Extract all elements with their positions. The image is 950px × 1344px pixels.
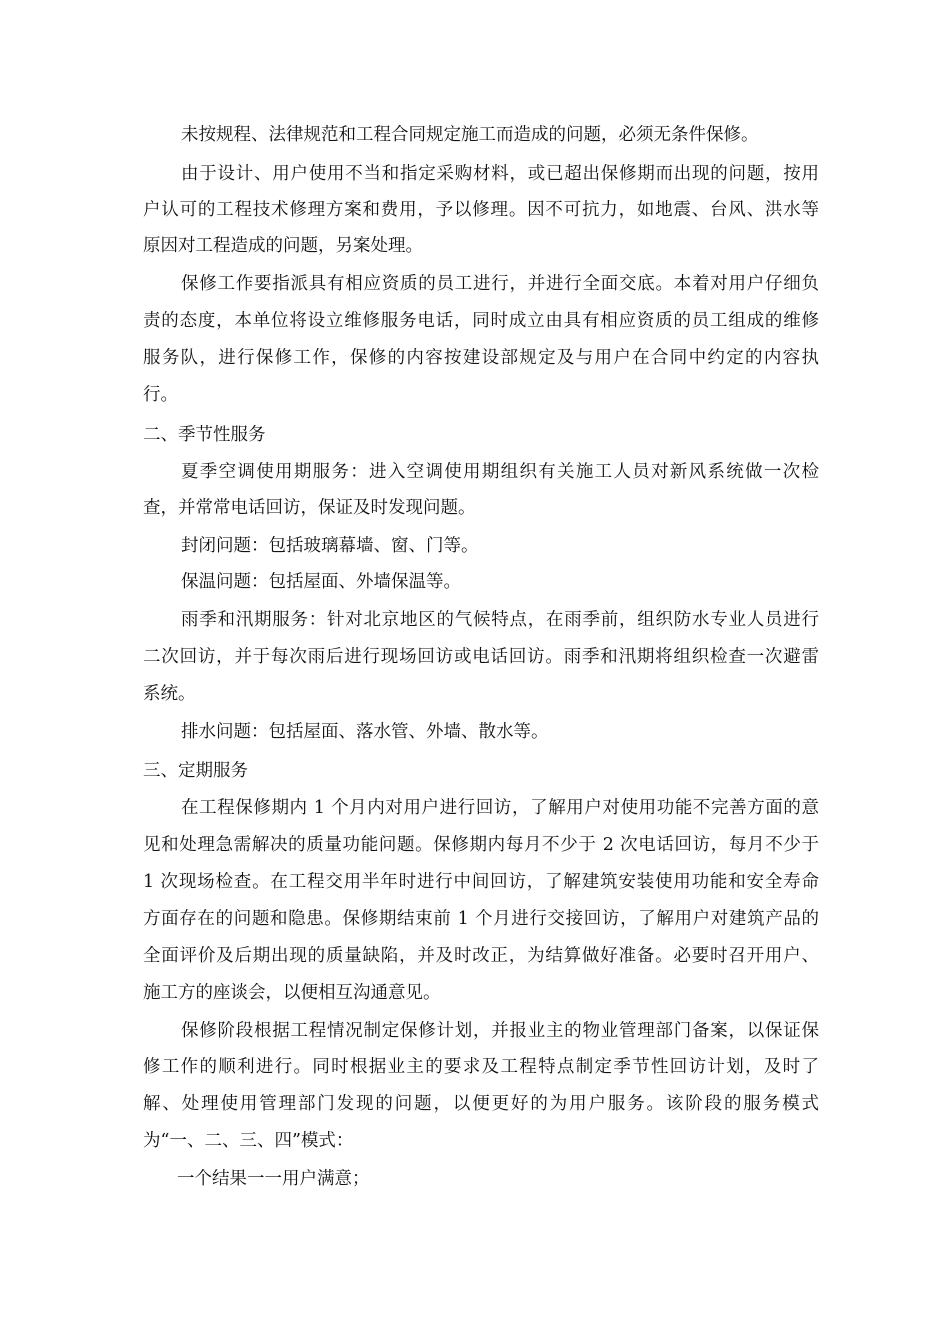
paragraph-line: 查，并常常电话回访，保证及时发现问题。 [143, 498, 476, 518]
paragraph-line: 行。 [143, 385, 178, 405]
paragraph-line: 解、处理使用管理部门发现的问题，以便更好的为用户服务。该阶段的服务模式 [143, 1094, 819, 1114]
paragraph-line: 封闭问题：包括玻璃幕墙、窗、门等。 [181, 536, 479, 556]
paragraph-line: 二次回访，并于每次雨后进行现场回访或电话回访。雨季和汛期将组织检查一次避雷 [143, 647, 819, 667]
paragraph-line: 户认可的工程技术修理方案和费用，予以修理。因不可抗力，如地震、台风、洪水等 [143, 200, 819, 220]
paragraph-line: 一个结果一一用户满意； [177, 1169, 370, 1189]
paragraph-line: 保温问题：包括屋面、外墙保温等。 [181, 572, 461, 592]
paragraph-line: 保修阶段根据工程情况制定保修计划，并报业主的物业管理部门备案，以保证保 [181, 1021, 819, 1041]
paragraph-line: 排水问题：包括屋面、落水管、外墙、散水等。 [181, 722, 549, 742]
paragraph-line: 服务队，进行保修工作，保修的内容按建设部规定及与用户在合同中约定的内容执 [143, 348, 819, 368]
paragraph-line: 由于设计、用户使用不当和指定采购材料，或已超出保修期而出现的问题，按用 [181, 164, 819, 184]
paragraph-line: 为“一、二、三、四”模式： [143, 1131, 354, 1151]
paragraph-line: 雨季和汛期服务：针对北京地区的气候特点，在雨季前，组织防水专业人员进行 [181, 610, 819, 630]
paragraph-line: 方面存在的问题和隐患。保修期结束前 1 个月进行交接回访，了解用户对建筑产品的 [143, 909, 819, 929]
section-heading-periodic: 三、定期服务 [143, 761, 248, 781]
paragraph-line: 见和处理急需解决的质量功能问题。保修期内每月不少于 2 次电话回访，每月不少于 [143, 835, 819, 855]
section-heading-seasonal: 二、季节性服务 [143, 425, 266, 445]
paragraph-line: 1 次现场检查。在工程交用半年时进行中间回访，了解建筑安装使用功能和安全寿命 [143, 872, 819, 892]
paragraph-line: 未按规程、法律规范和工程合同规定施工而造成的问题，必须无条件保修。 [181, 125, 759, 145]
paragraph-line: 施工方的座谈会，以便相互沟通意见。 [143, 983, 441, 1003]
paragraph-line: 修工作的顺利进行。同时根据业主的要求及工程特点制定季节性回访计划，及时了 [143, 1057, 819, 1077]
paragraph-line: 在工程保修期内 1 个月内对用户进行回访，了解用户对使用功能不完善方面的意 [181, 798, 819, 818]
paragraph-line: 夏季空调使用期服务：进入空调使用期组织有关施工人员对新风系统做一次检 [181, 462, 819, 482]
paragraph-line: 责的态度，本单位将设立维修服务电话，同时成立由具有相应资质的员工组成的维修 [143, 311, 819, 331]
paragraph-line: 保修工作要指派具有相应资质的员工进行，并进行全面交底。本着对用户仔细负 [181, 274, 819, 294]
paragraph-line: 系统。 [143, 684, 196, 704]
paragraph-line: 全面评价及后期出现的质量缺陷，并及时改正，为结算做好准备。必要时召开用户、 [143, 946, 819, 966]
paragraph-line: 原因对工程造成的问题，另案处理。 [143, 236, 423, 256]
